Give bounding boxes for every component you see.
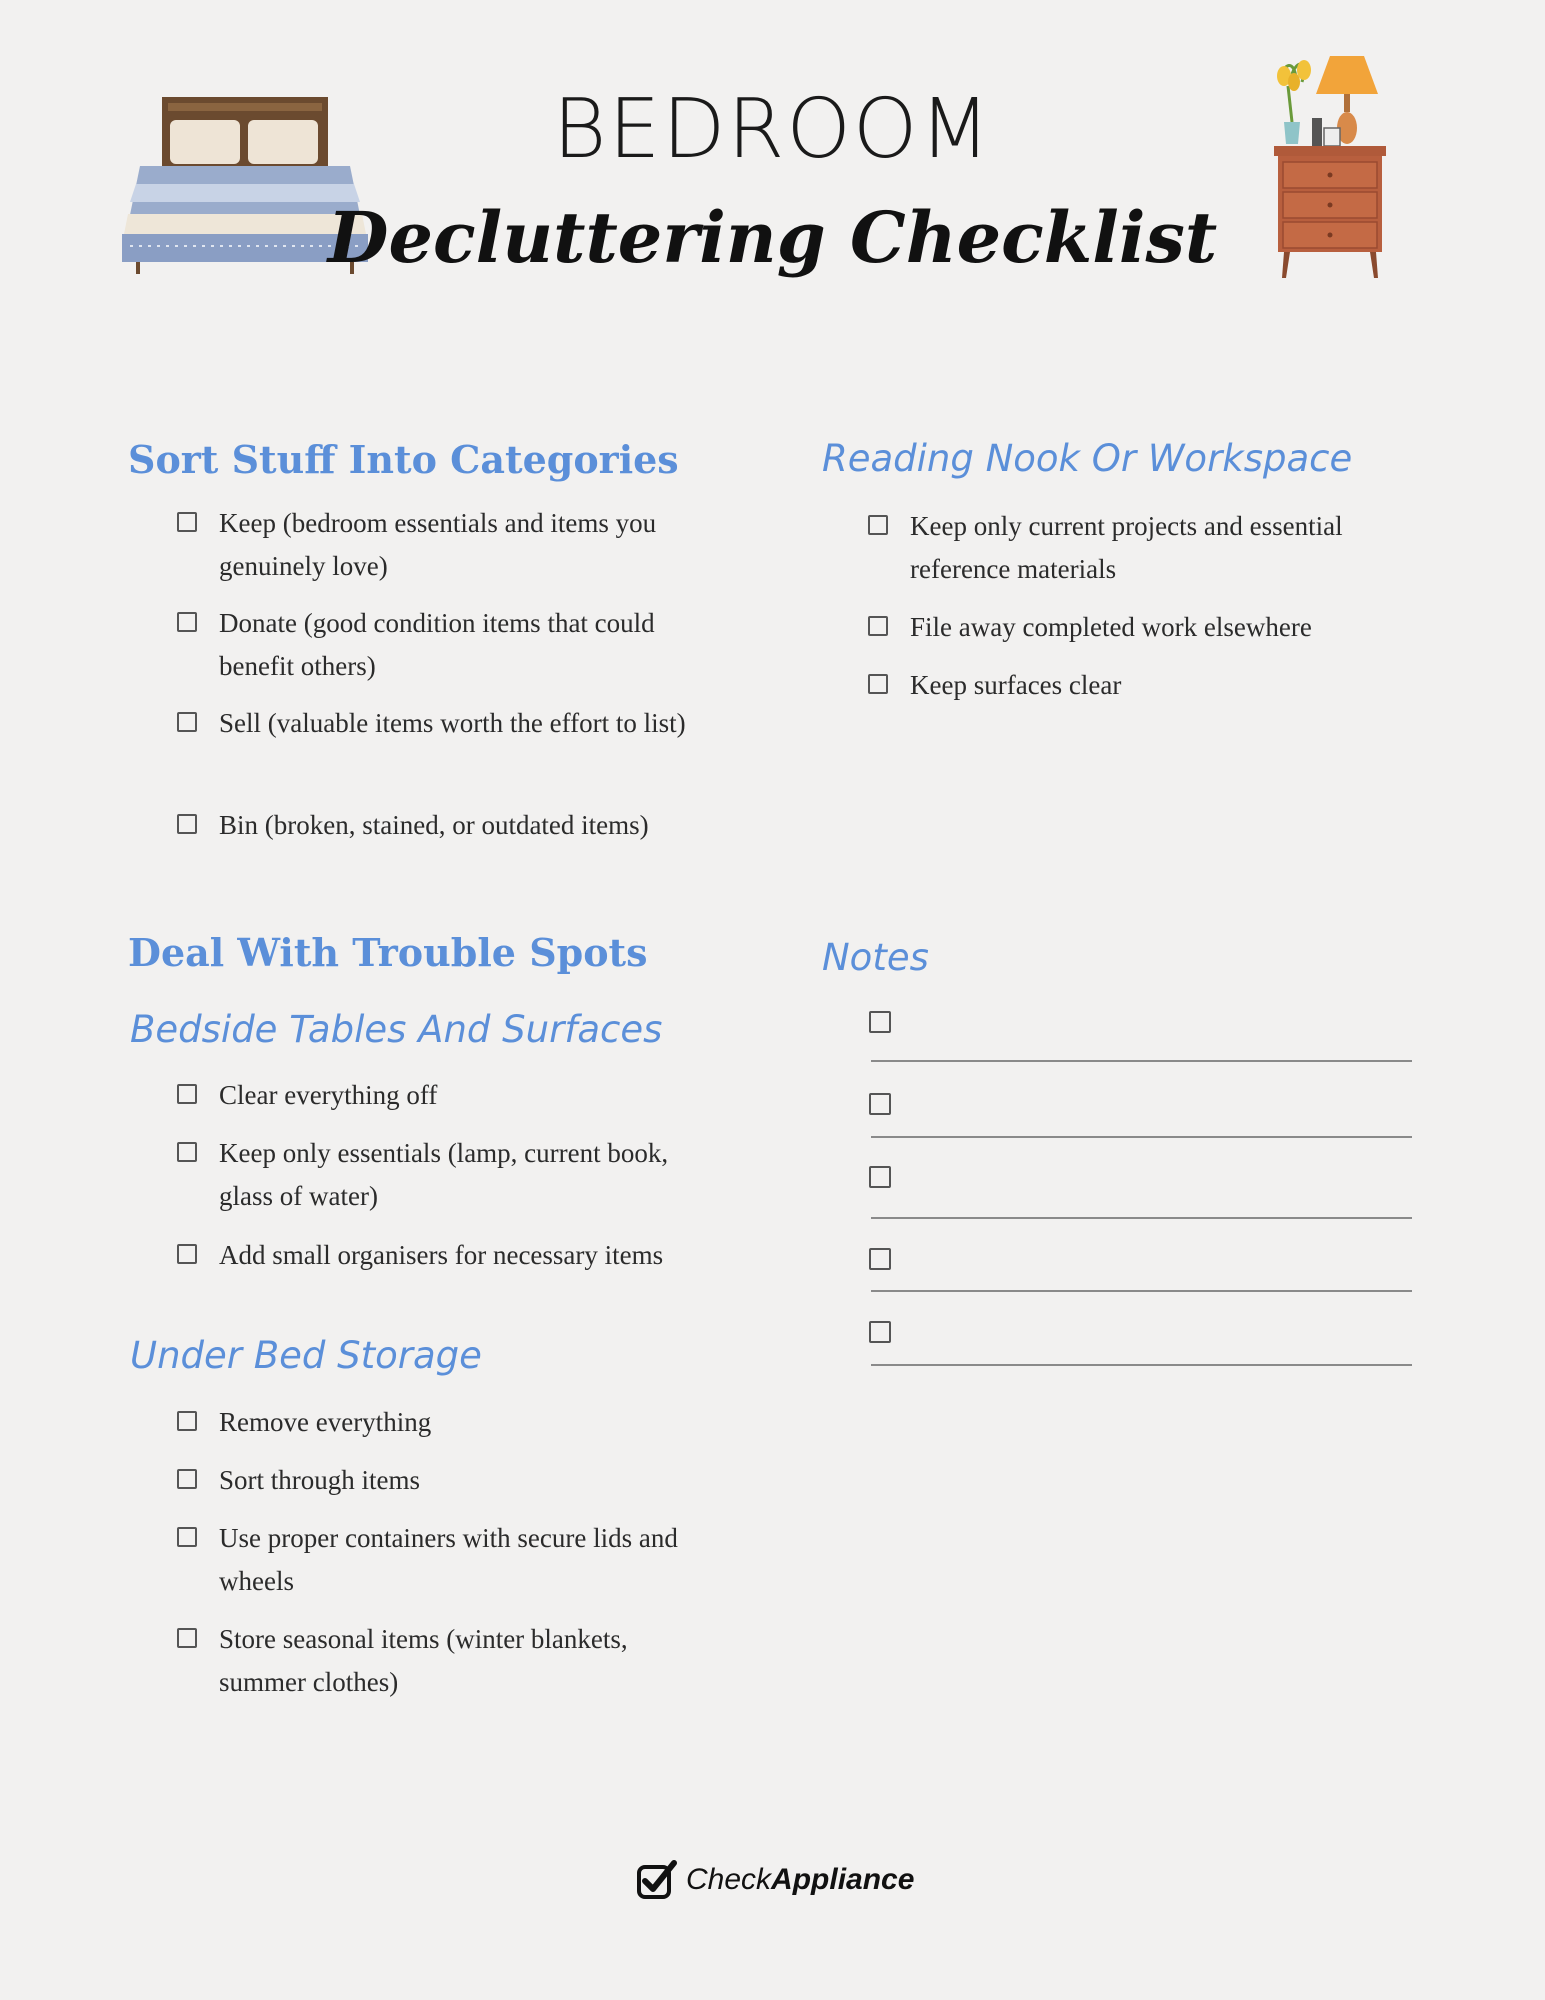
notes-line[interactable] bbox=[871, 1060, 1412, 1062]
list-item-label: Clear everything off bbox=[219, 1080, 438, 1110]
list-item-label: Remove everything bbox=[219, 1407, 432, 1437]
list-item-label: Donate (good condition items that could benefit others) bbox=[219, 608, 655, 681]
list-item-label: Keep only current projects and essential reference materials bbox=[910, 511, 1343, 584]
notes-checkbox[interactable] bbox=[869, 1248, 891, 1270]
list-item-label: Add small organisers for necessary items bbox=[219, 1240, 664, 1270]
checkbox[interactable] bbox=[177, 712, 197, 732]
notes-line[interactable] bbox=[871, 1217, 1412, 1219]
notes-line[interactable] bbox=[871, 1136, 1412, 1138]
sort-heading: Sort Stuff Into Categories bbox=[128, 437, 679, 482]
checkbox[interactable] bbox=[177, 1142, 197, 1162]
notes-line[interactable] bbox=[871, 1364, 1412, 1366]
trouble-heading: Deal With Trouble Spots bbox=[128, 930, 648, 975]
reading-heading: Reading Nook Or Workspace bbox=[822, 437, 1353, 480]
list-item-label: Sell (valuable items worth the effort to list) bbox=[219, 708, 686, 738]
checkbox[interactable] bbox=[177, 512, 197, 532]
list-item-label: Sort through items bbox=[219, 1465, 420, 1495]
list-item-label: Bin (broken, stained, or outdated items) bbox=[219, 810, 649, 840]
brand-name: CheckAppliance bbox=[686, 1863, 915, 1896]
notes-checkbox[interactable] bbox=[869, 1166, 891, 1188]
checkbox[interactable] bbox=[868, 674, 888, 694]
notes-line[interactable] bbox=[871, 1290, 1412, 1292]
notes-checkbox[interactable] bbox=[869, 1011, 891, 1033]
checkbox[interactable] bbox=[868, 616, 888, 636]
checkbox[interactable] bbox=[177, 1411, 197, 1431]
footer-logo bbox=[636, 1858, 914, 1902]
list-item-label: Use proper containers with secure lids and wheels bbox=[219, 1523, 678, 1596]
notes-checkbox[interactable] bbox=[869, 1093, 891, 1115]
underbed-heading: Under Bed Storage bbox=[130, 1334, 482, 1377]
page-title: BEDROOM bbox=[552, 82, 993, 177]
checkmark-logo-icon bbox=[636, 1859, 680, 1901]
list-item-label: Keep surfaces clear bbox=[910, 670, 1122, 700]
checkbox[interactable] bbox=[868, 515, 888, 535]
bedside-heading: Bedside Tables And Surfaces bbox=[130, 1008, 663, 1051]
checkbox[interactable] bbox=[177, 1469, 197, 1489]
list-item-label: Keep (bedroom essentials and items you genuinely love) bbox=[219, 508, 657, 581]
checkbox[interactable] bbox=[177, 1244, 197, 1264]
checkbox[interactable] bbox=[177, 612, 197, 632]
notes-heading: Notes bbox=[822, 936, 929, 979]
notes-checkbox[interactable] bbox=[869, 1321, 891, 1343]
checkbox[interactable] bbox=[177, 814, 197, 834]
checkbox[interactable] bbox=[177, 1628, 197, 1648]
list-item-label: Keep only essentials (lamp, current book, glass of water) bbox=[219, 1138, 669, 1211]
list-item-label: Store seasonal items (winter blankets, summer clothes) bbox=[219, 1624, 628, 1697]
checkbox[interactable] bbox=[177, 1527, 197, 1547]
page-subtitle: Decluttering Checklist bbox=[327, 196, 1218, 279]
checkbox[interactable] bbox=[177, 1084, 197, 1104]
list-item-label: File away completed work elsewhere bbox=[910, 612, 1312, 642]
